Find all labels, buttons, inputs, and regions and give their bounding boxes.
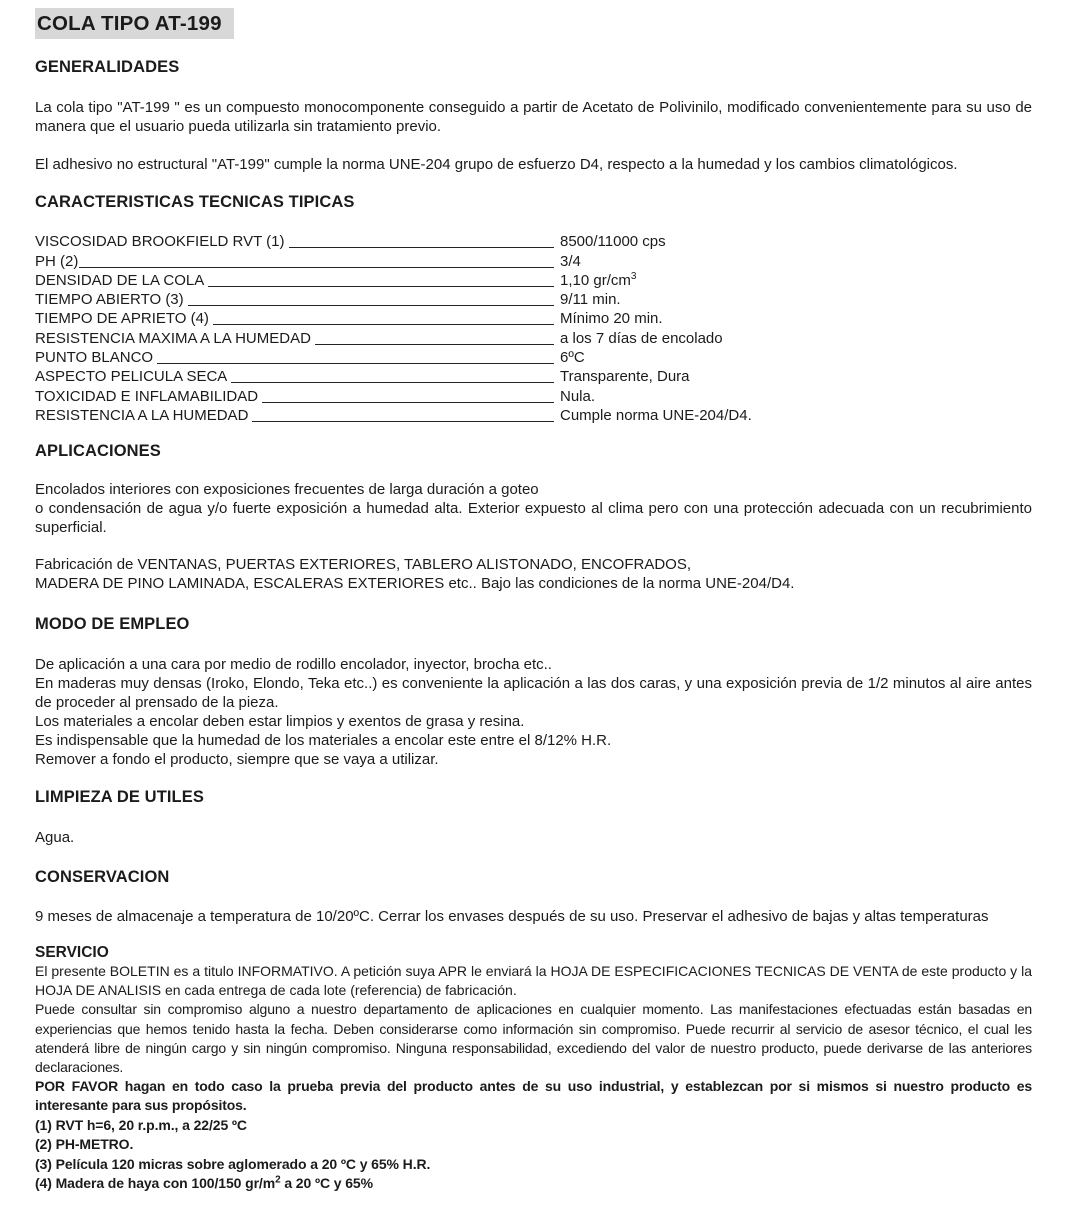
footnote-4: (4) Madera de haya con 100/150 $gr/m^2$ a 20 ºC y 65% bbox=[35, 1174, 373, 1192]
spec-value: 3/4 bbox=[560, 252, 581, 270]
spec-label: TIEMPO ABIERTO (3) bbox=[35, 291, 184, 309]
dotted-leader bbox=[252, 421, 554, 422]
spec-row-tiempo-aprieto bbox=[35, 309, 1032, 328]
modo-line-2: Los materiales a encolar deben estar limpios y exentos de grasa y resina. bbox=[35, 712, 525, 730]
footnote-2: (2) PH-METRO. bbox=[35, 1136, 134, 1153]
spec-label: PUNTO BLANCO bbox=[35, 349, 154, 367]
servicio-paragraph-2: Puede consultar sin compromiso alguno a nuestro departamento de aplicaciones en cualquier momento. Las manifestaciones efectuadas están basadas en experiencias que hemos tenido hasta la fecha. Deben considerarse como información sin compromiso. Puede recurrir al servicio de asesor técnico, el cual les atenderá libre de ningún cargo y sin ningún compromiso. Ninguna responsabilidad, excediendo del valor de nuestro producto, puede derivarse de las anteriores declaraciones. bbox=[35, 1001, 1032, 1075]
aplicaciones-block-1 bbox=[35, 480, 1032, 537]
aplicaciones-line-1: Encolados interiores con exposiciones frecuentes de larga duración a goteo bbox=[35, 480, 539, 498]
spec-row-toxicidad bbox=[35, 386, 1032, 405]
spec-row-resistencia-humedad bbox=[35, 406, 1032, 425]
footnotes bbox=[35, 1116, 1032, 1194]
superscript: 3 bbox=[630, 270, 637, 282]
spec-value: 8500/11000 cps bbox=[560, 233, 666, 251]
dotted-leader bbox=[208, 286, 554, 287]
spec-value: 1,10 $gr/cm^3$ bbox=[560, 270, 637, 289]
spec-value: 9/11 min. bbox=[560, 291, 621, 309]
aplicaciones-paragraph: o condensación de agua y/o fuerte exposición a humedad alta. Exterior expuesto al clima pero con una protección adecuada con un recubrimiento superficial. bbox=[35, 499, 1032, 536]
heading-conservacion: CONSERVACION bbox=[35, 867, 170, 886]
dotted-leader bbox=[188, 305, 554, 306]
heading-limpieza: LIMPIEZA DE UTILES bbox=[35, 787, 204, 806]
spec-value: a los 7 días de encolado bbox=[560, 329, 723, 347]
servicio-paragraph-3: POR FAVOR hagan en todo caso la prueba previa del producto antes de su uso industrial, y establezcan por si mismos si nuestro producto es interesante para sus propósitos. bbox=[35, 1078, 1032, 1114]
spec-value: Cumple norma UNE-204/D4. bbox=[560, 406, 752, 424]
spec-row-densidad bbox=[35, 271, 1032, 290]
heading-caracteristicas: CARACTERISTICAS TECNICAS TIPICAS bbox=[35, 193, 355, 211]
servicio-body bbox=[35, 962, 1032, 1116]
generalidades-paragraph-2: El adhesivo no estructural "AT-199" cumple la norma UNE-204 grupo de esfuerzo D4, respecto a la humedad y los cambios climatológicos. bbox=[35, 156, 958, 173]
spec-label: RESISTENCIA MAXIMA A LA HUMEDAD bbox=[35, 329, 311, 347]
spec-label: ASPECTO PELICULA SECA bbox=[35, 368, 228, 386]
spec-value: Nula. bbox=[560, 387, 596, 405]
modo-paragraph: En maderas muy densas (Iroko, Elondo, Teka etc..) es conveniente la aplicación a las dos caras, y una exposición previa de 1/2 minutos al aire antes de proceder al prensado de la pieza. bbox=[35, 674, 1032, 711]
spec-label: DENSIDAD DE LA COLA bbox=[35, 271, 205, 289]
superscript: 2 bbox=[275, 1174, 281, 1186]
heading-modo-de-empleo: MODO DE EMPLEO bbox=[35, 614, 190, 633]
spec-value: Transparente, Dura bbox=[560, 368, 690, 386]
dotted-leader bbox=[289, 247, 555, 248]
spec-row-tiempo-abierto bbox=[35, 290, 1032, 309]
modo-de-empleo-block bbox=[35, 655, 1032, 769]
spec-label: RESISTENCIA A LA HUMEDAD bbox=[35, 406, 249, 424]
aplicaciones-line-3: MADERA DE PINO LAMINADA, ESCALERAS EXTERIORES etc.. Bajo las condiciones de la norma UNE-204/D4. bbox=[35, 574, 795, 592]
dotted-leader bbox=[315, 344, 554, 345]
spec-row-aspecto bbox=[35, 367, 1032, 386]
spec-value: 6ºC bbox=[560, 349, 585, 367]
generalidades-paragraph-1: La cola tipo "AT-199 " es un compuesto monocomponente conseguido a partir de Acetato de Polivinilo, modificado convenientemente para su uso de manera que el usuario pueda utilizarla sin tratamiento previo. bbox=[35, 99, 1032, 135]
dotted-leader bbox=[262, 402, 554, 403]
modo-line-4: Remover a fondo el producto, siempre que se vaya a utilizar. bbox=[35, 750, 439, 768]
limpieza-paragraph: Agua. bbox=[35, 828, 75, 846]
modo-line-1: De aplicación a una cara por medio de rodillo encolador, inyector, brocha etc.. bbox=[35, 655, 552, 673]
spec-label: TOXICIDAD E INFLAMABILIDAD bbox=[35, 387, 259, 405]
servicio-paragraph-1: El presente BOLETIN es a titulo INFORMATIVO. A petición suya APR le enviará la HOJA DE ESPECIFICACIONES TECNICAS DE VENTA de este producto y la HOJA DE ANALISIS en cada entrega de cada lote (referencia) de fabricación. bbox=[35, 962, 1032, 999]
aplicaciones-block-2 bbox=[35, 555, 1032, 593]
modo-line-3: Es indispensable que la humedad de los materiales a encolar este entre el 8/12% H.R. bbox=[35, 731, 612, 749]
dotted-leader bbox=[157, 363, 554, 364]
spec-row-ph bbox=[35, 251, 1032, 270]
heading-servicio: SERVICIO bbox=[35, 943, 109, 961]
spec-value: Mínimo 20 min. bbox=[560, 310, 663, 328]
spec-table bbox=[35, 232, 1032, 425]
spec-label: VISCOSIDAD BROOKFIELD RVT (1) bbox=[35, 233, 285, 251]
heading-generalidades: GENERALIDADES bbox=[35, 58, 180, 76]
footnote-1: (1) RVT h=6, 20 r.p.m., a 22/25 ºC bbox=[35, 1116, 247, 1133]
document-title: COLA TIPO AT-199 bbox=[35, 8, 234, 39]
dotted-leader bbox=[213, 324, 554, 325]
spec-label: PH (2) bbox=[35, 252, 79, 270]
spec-row-punto-blanco bbox=[35, 348, 1032, 367]
footnote-3: (3) Película 120 micras sobre aglomerado a 20 ºC y 65% H.R. bbox=[35, 1155, 431, 1172]
heading-aplicaciones: APLICACIONES bbox=[35, 441, 161, 460]
spec-label: TIEMPO DE APRIETO (4) bbox=[35, 310, 209, 328]
dotted-leader bbox=[231, 382, 554, 383]
dotted-leader bbox=[79, 267, 554, 268]
conservacion-paragraph: 9 meses de almacenaje a temperatura de 10/20ºC. Cerrar los envases después de su uso. Preservar el adhesivo de bajas y altas temperaturas bbox=[35, 907, 989, 925]
spec-row-resistencia-maxima bbox=[35, 328, 1032, 347]
aplicaciones-line-2: Fabricación de VENTANAS, PUERTAS EXTERIORES, TABLERO ALISTONADO, ENCOFRADOS, bbox=[35, 555, 692, 573]
spec-row-viscosidad bbox=[35, 232, 1032, 251]
